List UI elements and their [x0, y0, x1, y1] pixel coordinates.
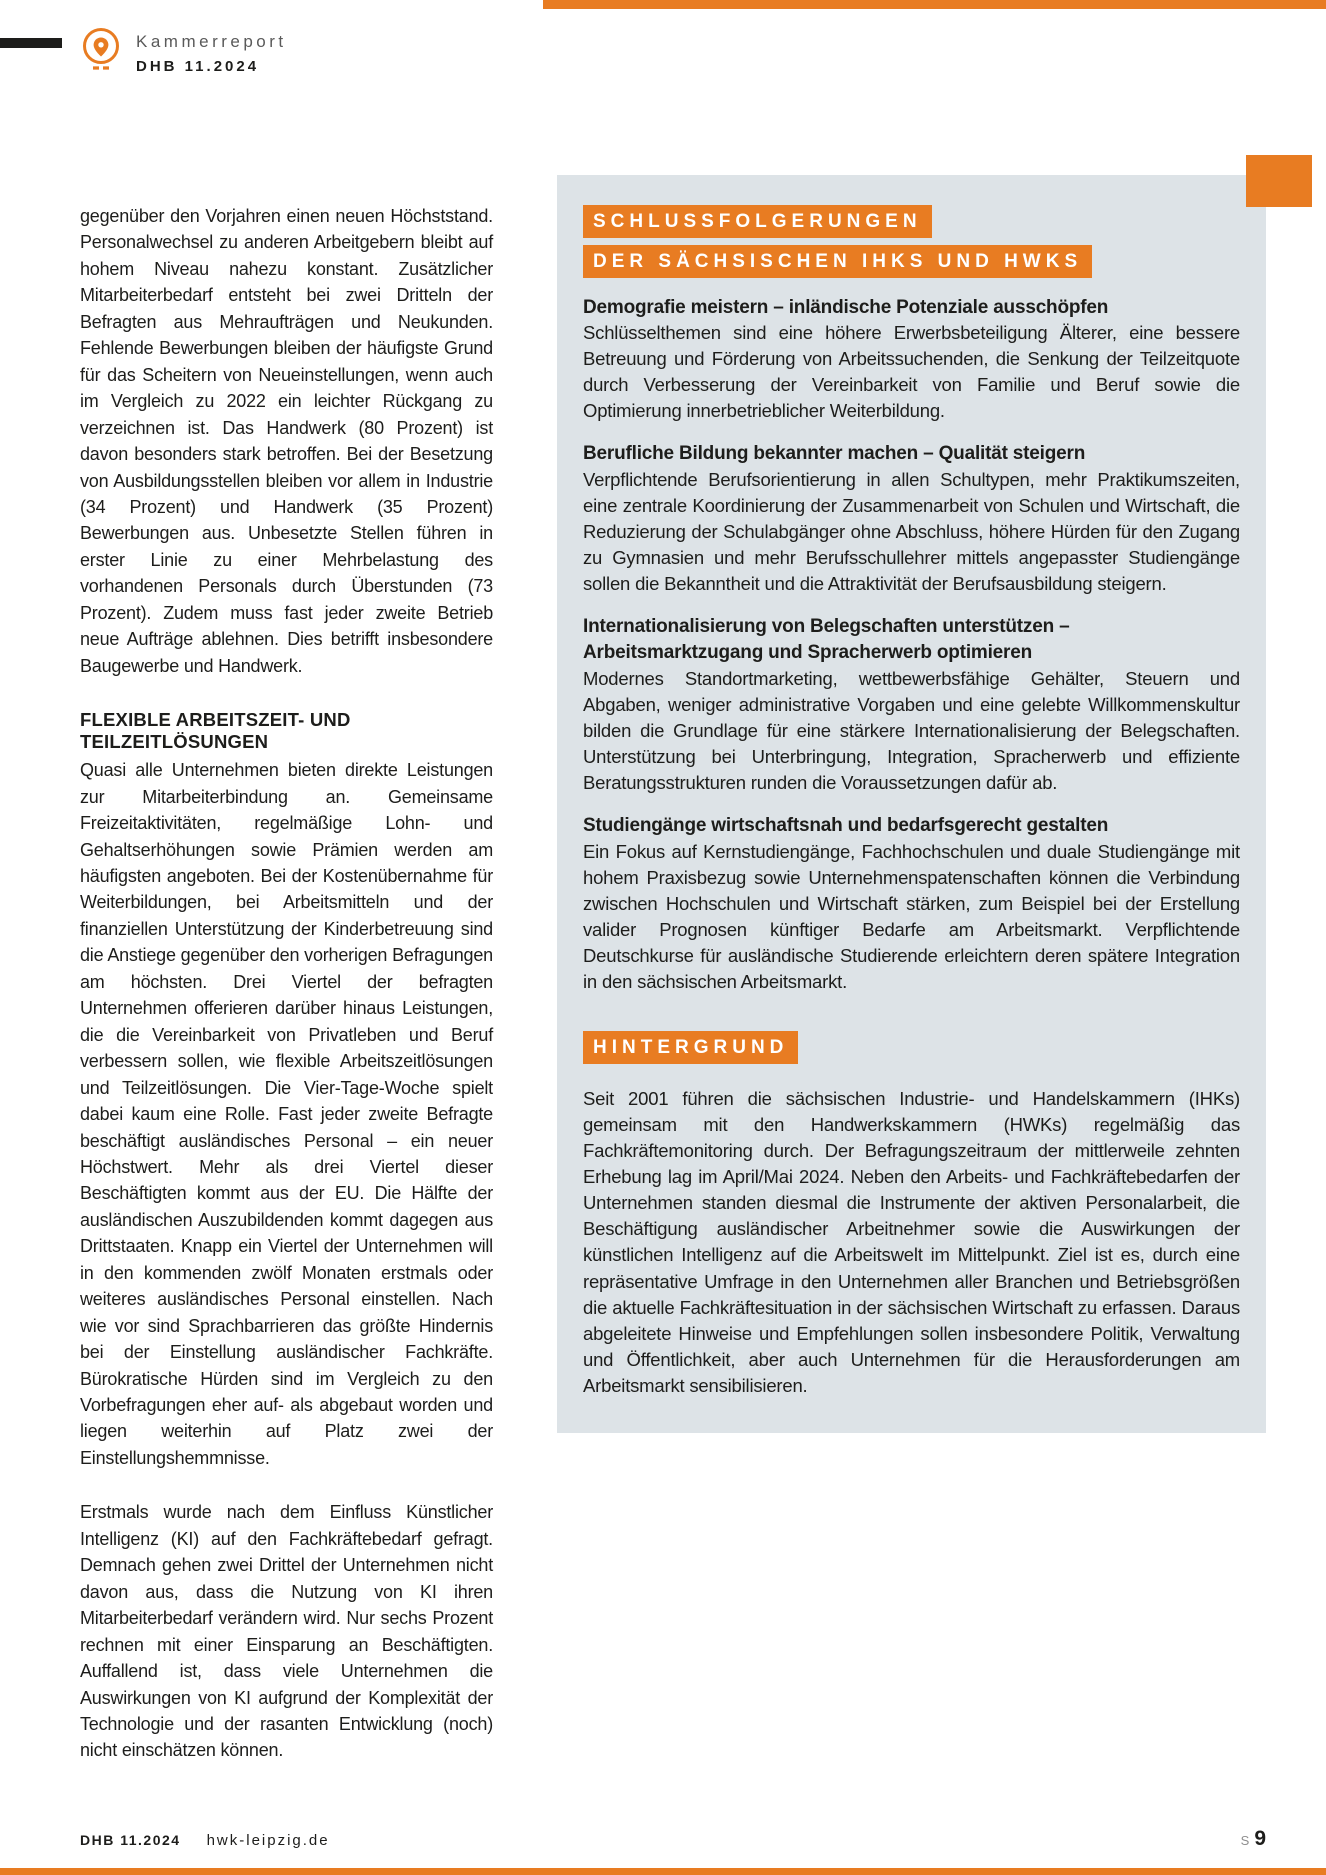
panel-section-studiengaenge: [583, 813, 1240, 995]
panel-title-highlight-1: SCHLUSSFOLGERUNGEN: [583, 205, 932, 238]
section-heading-flexible-arbeitszeit: FLEXIBLE ARBEITSZEIT- UND TEILZEITLÖSUNGEN: [80, 709, 351, 753]
panel-section-heading: Internationalisierung von Belegschaften unterstützen – Arbeitsmarktzugang und Spracherwerb optimieren: [583, 616, 1070, 664]
left-column: [80, 203, 493, 1764]
masthead: [80, 26, 287, 75]
body-paragraph-1: gegenüber den Vorjahren einen neuen Höchststand. Personalwechsel zu anderen Arbeitgebern bleibt auf hohem Niveau nahezu konstant. Zusätzlicher Mitarbeiterbedarf entsteht bei zwei Dritteln der Befragten aus Mehraufträgen und Neukunden. Fehlende Bewerbungen bleiben der häufigste Grund für das Scheitern von Neueinstellungen, wenn auch im Vergleich zu 2022 ein leichter Rückgang zu verzeichnen ist. Das Handwerk (80 Prozent) ist davon besonders stark betroffen. Bei der Besetzung von Ausbildungsstellen bleiben vor allem in Industrie (34 Prozent) und Handwerk (35 Prozent) Bewerbungen aus. Unbesetzte Stellen führen in erster Linie zu einer Mehrbelastung des vorhandenen Personals durch Überstunden (73 Prozent). Zudem muss fast jeder zweite Betrieb neue Aufträge ablehnen. Dies betrifft insbesondere Baugewerbe und Handwerk.: [80, 206, 493, 676]
body-paragraph-2: Quasi alle Unternehmen bieten direkte Leistungen zur Mitarbeiterbindung an. Gemeinsame Freizeitaktivitäten, regelmäßige Lohn- und Gehaltserhöhungen sowie Prämien werden am häufigsten angeboten. Bei der Kostenübernahme für Weiterbildungen, bei Arbeitsmitteln und der finanziellen Unterstützung der Kinderbetreuung sind die Anstiege gegenüber den vorherigen Befragungen am höchsten. Drei Viertel der befragten Unternehmen offerieren darüber hinaus Leistungen, die die Vereinbarkeit von Privatleben und Beruf verbessern sollen, wie flexible Arbeitszeitlösungen und Teilzeitlösungen. Die Vier-Tage-Woche spielt dabei kaum eine Rolle. Fast jeder zweite Befragte beschäftigt ausländisches Personal – ein neuer Höchstwert. Mehr als drei Viertel dieser Beschäftigten kommt aus der EU. Die Hälfte der ausländischen Auszubildenden kommt dagegen aus Drittstaaten. Knapp ein Viertel der Unternehmen will in den kommenden zwölf Monaten erstmals oder weiteres ausländisches Personal einstellen. Nach wie vor sind Sprachbarrieren das größte Hindernis bei der Einstellung ausländischer Fachkräfte. Bürokratische Hürden sind im Vergleich zu den Vorbefragungen eher auf- als abgebaut worden und liegen weiterhin auf Platz zwei der Einstellungshemmnisse.: [80, 760, 493, 1468]
panel-title-highlight-2: DER SÄCHSISCHEN IHKS UND HWKS: [583, 245, 1092, 278]
top-accent-bar: [543, 0, 1326, 9]
panel-section-berufliche-bildung: [583, 441, 1240, 597]
panel-section-heading: Berufliche Bildung bekannter machen – Qualität steigern: [583, 443, 1086, 465]
background-body: Seit 2001 führen die sächsischen Industrie- und Handelskammern (IHKs) gemeinsam mit den Handwerkskammern (HWKs) regelmäßig das Fachkräftemonitoring durch. Der Befragungszeitraum der mittlerweile zehnten Erhebung lag im April/Mai 2024. Neben den Arbeits- und Fachkräftebedarfen der Unternehmen standen diesmal die Instrumente der aktiven Personalarbeit, die Beschäftigung ausländischer Arbeitnehmer sowie die Auswirkungen der künstlichen Intelligenz auf die Arbeitswelt im Mittelpunkt. Ziel ist es, durch eine repräsentative Umfrage in den Unternehmen aller Branchen und Betriebsgrößen die aktuelle Fachkräftesituation in der sächsischen Wirtschaft zu erfassen. Daraus abgeleitete Hinweise und Empfehlungen sollen insbesondere Politik, Verwaltung und Öffentlichkeit, aber auch Unternehmen für die Herausforderungen am Arbeitsmarkt sensibilisieren.: [583, 1088, 1240, 1396]
panel-section-heading: Studiengänge wirtschaftsnah und bedarfsgerecht gestalten: [583, 815, 1109, 837]
panel-section-body: Modernes Standortmarketing, wettbewerbsfähige Gehälter, Steuern und Abgaben, weniger administrative Vorgaben und eine gelebte Willkommenskultur bilden die Grundlage für eine stärkere Internationalisierung der Belegschaften. Unterstützung bei Unterbringung, Integration, Spracherwerb und effiziente Beratungsstrukturen runden die Voraussetzungen dafür ab.: [583, 667, 1240, 794]
panel-section-body: Ein Fokus auf Kernstudiengänge, Fachhochschulen und duale Studiengänge mit hohem Praxisbezug sowie Unternehmenspatenschaften können die Verbindung zwischen Hochschulen und Wirtschaft stärken, zum Beispiel bei der Erstellung valider Prognosen künftiger Bedarfe am Arbeitsmarkt. Verpflichtende Deutschkurse für ausländische Studierende erleichtern deren spätere Integration in den sächsischen Arbeitsmarkt.: [583, 840, 1240, 993]
page-footer: [80, 1827, 1266, 1851]
panel-title-line-2: [583, 245, 1240, 278]
page-number: [1241, 1827, 1266, 1851]
page-number-prefix: S: [1240, 1833, 1251, 1848]
body-paragraph-3: Erstmals wurde nach dem Einfluss Künstlicher Intelligenz (KI) auf den Fachkräftebedarf gefragt. Demnach gehen zwei Drittel der Unternehmen nicht davon aus, dass die Nutzung von KI ihren Mitarbeiterbedarf verändern wird. Nur sechs Prozent rechnen mit einer Einsparung an Beschäftigten. Auffallend ist, dass viele Unternehmen die Auswirkungen von KI aufgrund der Komplexität der Technologie und der rasanten Entwicklung (noch) nicht einschätzen können.: [80, 1502, 493, 1761]
corner-accent-square: [1246, 155, 1312, 207]
top-left-black-dash: [0, 38, 62, 48]
panel-section-internationalisierung: [583, 614, 1240, 796]
brand-title: Kammerreport: [136, 32, 287, 51]
kammerreport-logo-icon: [80, 26, 122, 72]
masthead-text: [136, 26, 287, 75]
footer-website: hwk-leipzig.de: [206, 1832, 330, 1849]
panel-title-line-1: [583, 205, 1240, 238]
page-number-value: 9: [1254, 1827, 1266, 1850]
background-label-line: [583, 1031, 1240, 1064]
background-label-highlight: HINTERGRUND: [583, 1031, 798, 1064]
footer-issue-label: DHB 11.2024: [80, 1832, 181, 1848]
panel-section-body: Verpflichtende Berufsorientierung in allen Schultypen, mehr Praktikumszeiten, eine zentrale Koordinierung der Zusammenarbeit von Schulen und Wirtschaft, die Reduzierung der Schulabgänger ohne Abschluss, höhere Hürden für den Zugang zu Gymnasien und mehr Berufsschullehrer mittels angepasster Studiengänge sollen die Bekanntheit und die Attraktivität der Berufsausbildung steigern.: [583, 469, 1240, 595]
bottom-accent-bar: [0, 1868, 1326, 1875]
panel-section-body: Schlüsselthemen sind eine höhere Erwerbsbeteiligung Älterer, eine bessere Betreuung und Förderung von Arbeitssuchenden, die Senkung der Teilzeitquote durch Verbesserung der Vereinbarkeit von Familie und Beruf sowie die Optimierung innerbetrieblicher Weiterbildung.: [583, 322, 1240, 422]
panel-section-demografie: [583, 295, 1240, 425]
panel-section-heading: Demografie meistern – inländische Potenziale ausschöpfen: [583, 296, 1109, 318]
conclusions-panel: [557, 175, 1266, 1433]
issue-label: DHB 11.2024: [136, 58, 260, 75]
